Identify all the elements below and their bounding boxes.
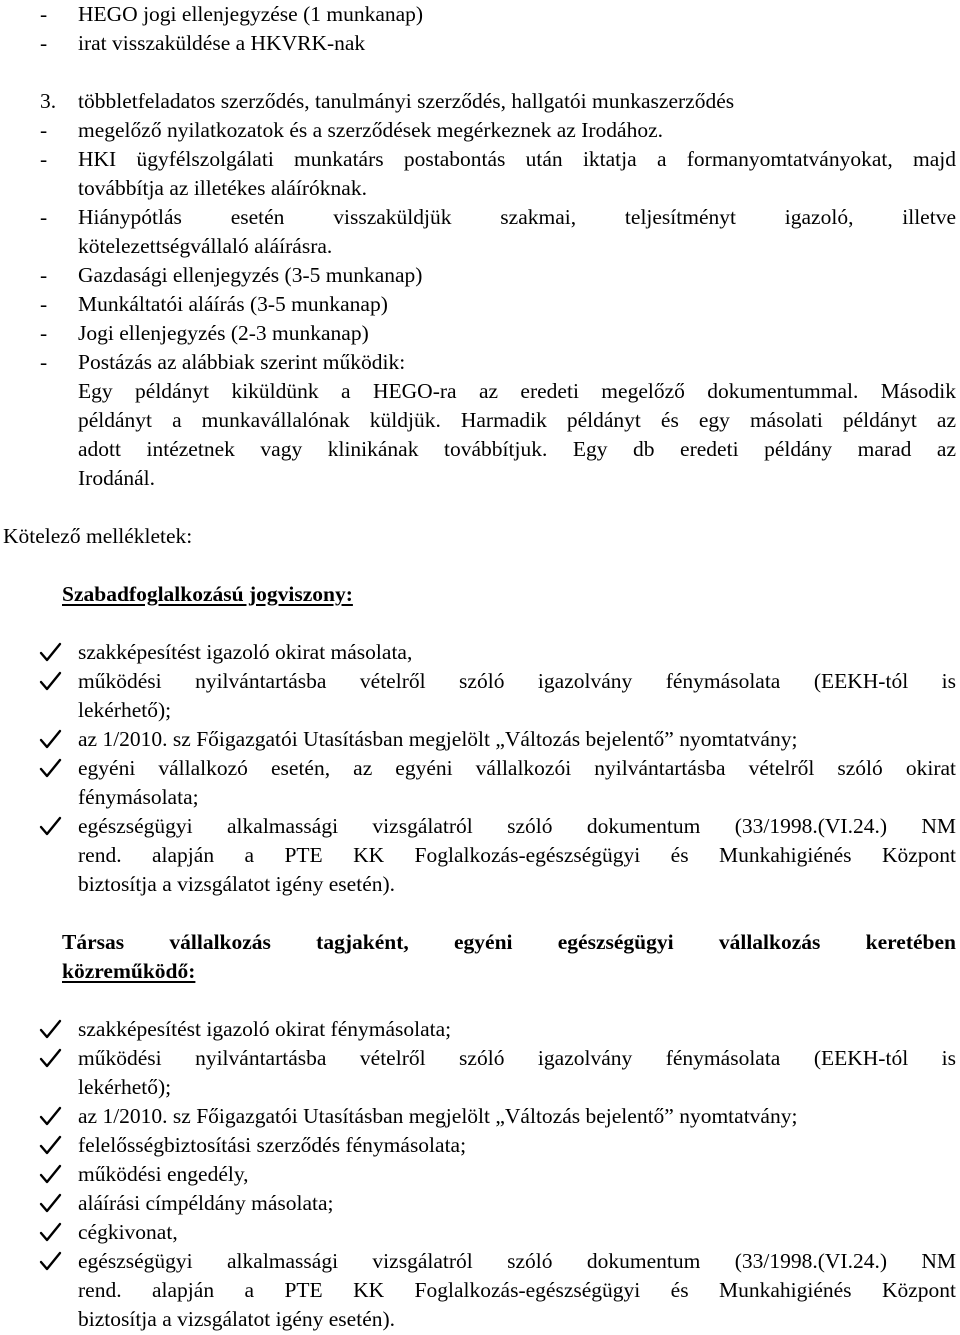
checklist-item-text: szakképesítést igazoló okirat fénymásolata; bbox=[78, 1017, 452, 1041]
list-item-continuation bbox=[0, 464, 960, 493]
checklist-item bbox=[0, 725, 960, 754]
checkmark-icon bbox=[38, 1102, 64, 1131]
checkmark-icon bbox=[38, 1160, 64, 1189]
checklist-item bbox=[0, 754, 960, 783]
dash-marker: - bbox=[40, 31, 48, 55]
dash-marker: - bbox=[40, 205, 48, 229]
attachments-label-text: Kötelező mellékletek: bbox=[3, 524, 193, 548]
checklist-item-text: működési nyilvántartásba vételről szóló igazolvány fénymásolata (EEKH-tól is bbox=[78, 669, 956, 693]
checklist-item bbox=[0, 1102, 960, 1131]
checkmark-icon bbox=[38, 1131, 64, 1160]
checklist-item-text: az 1/2010. sz Főigazgatói Utasításban megjelölt „Változás bejelentő” nyomtatvány; bbox=[78, 1104, 798, 1128]
checklist-item-text: fénymásolata; bbox=[78, 785, 199, 809]
checklist-item-continuation bbox=[0, 841, 960, 870]
checklist-item-text: lekérhető); bbox=[78, 1075, 172, 1099]
checklist-item-continuation bbox=[0, 696, 960, 725]
checklist-item-text: működési nyilvántartásba vételről szóló igazolvány fénymásolata (EEKH-tól is bbox=[78, 1046, 956, 1070]
checkmark-icon bbox=[38, 1218, 64, 1247]
checklist-item bbox=[0, 638, 960, 667]
checkmark-icon bbox=[38, 812, 64, 841]
group-heading bbox=[0, 580, 960, 609]
section-number: 3. bbox=[40, 89, 57, 113]
list-item-continuation bbox=[0, 174, 960, 203]
list-item-continuation bbox=[0, 377, 960, 406]
section-title-text: többletfeladatos szerződés, tanulmányi szerződés, hallgatói munkaszerződés bbox=[78, 89, 735, 113]
list-item-continuation bbox=[0, 406, 960, 435]
dash-marker: - bbox=[40, 2, 48, 26]
checklist-item bbox=[0, 1160, 960, 1189]
list-item-text: Munkáltatói aláírás (3-5 munkanap) bbox=[78, 292, 388, 316]
checklist-item bbox=[0, 1044, 960, 1073]
dash-marker: - bbox=[40, 321, 48, 345]
checklist-item-text: egészségügyi alkalmassági vizsgálatról szóló dokumentum (33/1998.(VI.24.) NM bbox=[78, 814, 956, 838]
list-item-text: megelőző nyilatkozatok és a szerződések megérkeznek az Irodához. bbox=[78, 118, 663, 142]
list-item-text: irat visszaküldése a HKVRK-nak bbox=[78, 31, 366, 55]
checklist-item-text: biztosítja a vizsgálatot igény esetén). bbox=[78, 1307, 396, 1331]
list-item-text: továbbítja az illetékes aláíróknak. bbox=[78, 176, 367, 200]
checklist-item-text: biztosítja a vizsgálatot igény esetén). bbox=[78, 872, 396, 896]
checklist-item-text: cégkivonat, bbox=[78, 1220, 178, 1244]
list-item bbox=[0, 203, 960, 232]
checkmark-icon bbox=[38, 638, 64, 667]
list-item-text: Jogi ellenjegyzés (2-3 munkanap) bbox=[78, 321, 369, 345]
list-item-text: Hiánypótlás esetén visszaküldjük szakmai, teljesítményt igazoló, illetve bbox=[78, 205, 956, 229]
checklist-item-text: lekérhető); bbox=[78, 698, 172, 722]
list-item bbox=[0, 319, 960, 348]
list-item-continuation bbox=[0, 232, 960, 261]
checkmark-icon bbox=[38, 1189, 64, 1218]
dash-marker: - bbox=[40, 292, 48, 316]
list-item-text: HEGO jogi ellenjegyzése (1 munkanap) bbox=[78, 2, 424, 26]
checklist-item-continuation bbox=[0, 1073, 960, 1102]
checklist-item-text: aláírási címpéldány másolata; bbox=[78, 1191, 334, 1215]
checklist-item-continuation bbox=[0, 870, 960, 899]
checklist-item bbox=[0, 1189, 960, 1218]
group-heading-text: Szabadfoglalkozású jogviszony: bbox=[62, 582, 353, 606]
checklist-item-continuation bbox=[0, 783, 960, 812]
checkmark-icon bbox=[38, 1015, 64, 1044]
checklist-item-text: felelősségbiztosítási szerződés fénymásolata; bbox=[78, 1133, 467, 1157]
checklist-item-text: szakképesítést igazoló okirat másolata, bbox=[78, 640, 413, 664]
dash-marker: - bbox=[40, 350, 48, 374]
list-item-text: Gazdasági ellenjegyzés (3-5 munkanap) bbox=[78, 263, 423, 287]
checkmark-icon bbox=[38, 667, 64, 696]
dash-marker: - bbox=[40, 147, 48, 171]
checkmark-icon bbox=[38, 1044, 64, 1073]
checkmark-icon bbox=[38, 1247, 64, 1276]
checklist-item-text: egészségügyi alkalmassági vizsgálatról szóló dokumentum (33/1998.(VI.24.) NM bbox=[78, 1249, 956, 1273]
list-item-text: Postázás az alábbiak szerint működik: bbox=[78, 350, 406, 374]
checklist-item-text: működési engedély, bbox=[78, 1162, 249, 1186]
checklist-item-text: az 1/2010. sz Főigazgatói Utasításban megjelölt „Változás bejelentő” nyomtatvány; bbox=[78, 727, 798, 751]
checklist-item-text: rend. alapján a PTE KK Foglalkozás-egészségügyi és Munkahigiénés Központ bbox=[78, 843, 956, 867]
list-item-text: HKI ügyfélszolgálati munkatárs postabontás után iktatja a formanyomtatványokat, majd bbox=[78, 147, 956, 171]
group-heading-text: Társas vállalkozás tagjaként, egyéni egészségügyi vállalkozás keretében bbox=[62, 930, 956, 954]
checklist-item bbox=[0, 812, 960, 841]
list-item bbox=[0, 348, 960, 377]
list-item bbox=[0, 290, 960, 319]
checkmark-icon bbox=[38, 754, 64, 783]
dash-marker: - bbox=[40, 118, 48, 142]
group-heading-continuation bbox=[0, 957, 960, 986]
list-item-text: Egy példányt kiküldünk a HEGO-ra az eredeti megelőző dokumentummal. Második bbox=[78, 379, 956, 403]
list-item bbox=[0, 261, 960, 290]
checkmark-icon bbox=[38, 725, 64, 754]
attachments-label bbox=[0, 522, 960, 551]
section-title bbox=[0, 87, 960, 116]
checklist-item bbox=[0, 1218, 960, 1247]
checklist-item bbox=[0, 1131, 960, 1160]
checklist-item-text: egyéni vállalkozó esetén, az egyéni vállalkozói nyilvántartásba vételről szóló okirat bbox=[78, 756, 956, 780]
list-item-continuation bbox=[0, 435, 960, 464]
list-item-text: Irodánál. bbox=[78, 466, 156, 490]
list-item-text: példányt a munkavállalónak küldjük. Harmadik példányt és egy másolati példányt az bbox=[78, 408, 956, 432]
checklist-item-continuation bbox=[0, 1305, 960, 1334]
dash-marker: - bbox=[40, 263, 48, 287]
group-heading-text: közreműködő: bbox=[62, 959, 196, 983]
list-item bbox=[0, 145, 960, 174]
list-item-text: adott intézetnek vagy klinikának továbbítjuk. Egy db eredeti példány marad az bbox=[78, 437, 956, 461]
checklist-item bbox=[0, 1247, 960, 1276]
list-item bbox=[0, 29, 960, 58]
checklist-item-text: rend. alapján a PTE KK Foglalkozás-egészségügyi és Munkahigiénés Központ bbox=[78, 1278, 956, 1302]
group-heading bbox=[0, 928, 960, 957]
list-item-text: kötelezettségvállaló aláírásra. bbox=[78, 234, 333, 258]
checklist-item bbox=[0, 667, 960, 696]
checklist-item-continuation bbox=[0, 1276, 960, 1305]
list-item bbox=[0, 0, 960, 29]
list-item bbox=[0, 116, 960, 145]
checklist-item bbox=[0, 1015, 960, 1044]
